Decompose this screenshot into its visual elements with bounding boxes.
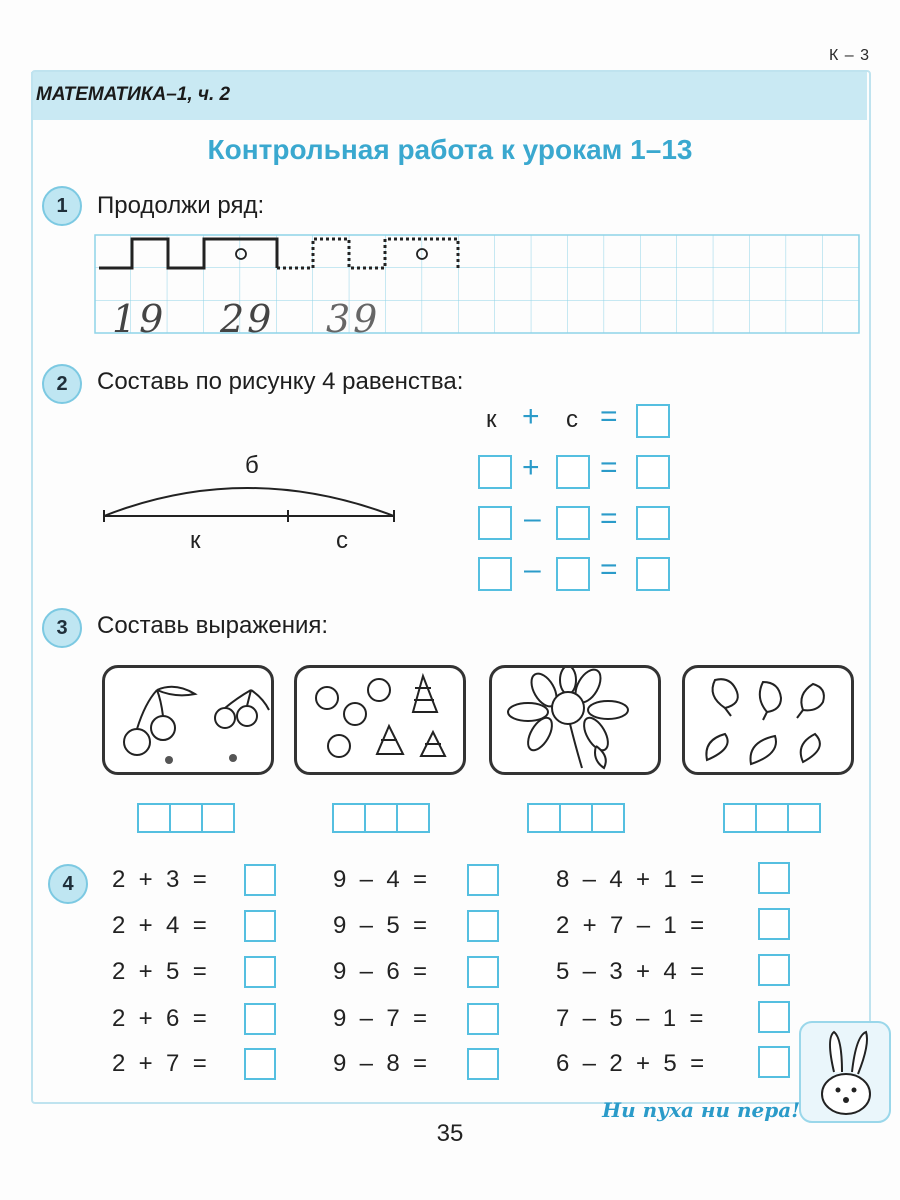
- task-3-prompt: Составь выражения:: [97, 612, 329, 639]
- answer-box[interactable]: [332, 803, 366, 833]
- eq1-var-c: с: [566, 406, 578, 433]
- picture-card-cherries: [102, 665, 274, 775]
- answer-c3-4[interactable]: [758, 1001, 790, 1033]
- eq4-box-a[interactable]: [478, 557, 512, 591]
- expr-c3-4: 7 – 5 – 1 =: [556, 1005, 704, 1032]
- answer-c2-2[interactable]: [467, 910, 499, 942]
- answer-box[interactable]: [527, 803, 561, 833]
- answer-box[interactable]: [787, 803, 821, 833]
- expr-c1-5: 2 + 7 =: [112, 1050, 207, 1077]
- footer-note: Ни пуха ни пера!: [602, 1098, 800, 1122]
- answer-c2-4[interactable]: [467, 1003, 499, 1035]
- expr-c2-2: 9 – 5 =: [333, 912, 428, 939]
- eq2-box-a[interactable]: [478, 455, 512, 489]
- answer-box[interactable]: [364, 803, 398, 833]
- eq3-box-b[interactable]: [556, 506, 590, 540]
- task-2-prompt: Составь по рисунку 4 равенства:: [97, 368, 464, 395]
- eq1-answer-box[interactable]: [636, 404, 670, 438]
- answer-box[interactable]: [137, 803, 171, 833]
- answer-box[interactable]: [201, 803, 235, 833]
- task-1-prompt: Продолжи ряд:: [97, 192, 265, 219]
- cherries-icon: [105, 668, 271, 772]
- eq3-equals: =: [600, 502, 618, 535]
- eq2-op: +: [522, 451, 540, 484]
- answer-c3-5[interactable]: [758, 1046, 790, 1078]
- answer-c2-5[interactable]: [467, 1048, 499, 1080]
- expr-c2-4: 9 – 7 =: [333, 1005, 428, 1032]
- equation-row-3: [478, 502, 678, 542]
- task-4-number: 4: [48, 864, 88, 904]
- equation-row-2: [478, 451, 678, 491]
- eq4-box-result[interactable]: [636, 557, 670, 591]
- answer-box[interactable]: [169, 803, 203, 833]
- expr-c1-4: 2 + 6 =: [112, 1005, 207, 1032]
- page-frame: [31, 70, 871, 1104]
- eq1-var-k: к: [486, 406, 497, 433]
- eq4-box-b[interactable]: [556, 557, 590, 591]
- expr-c3-1: 8 – 4 + 1 =: [556, 866, 705, 893]
- answer-c2-3[interactable]: [467, 956, 499, 988]
- eq3-op: –: [524, 502, 541, 535]
- segment-label-left: к: [190, 527, 201, 554]
- handwritten-number-3: 39: [326, 297, 381, 341]
- eq2-box-b[interactable]: [556, 455, 590, 489]
- answer-c2-1[interactable]: [467, 864, 499, 896]
- answer-c1-4[interactable]: [244, 1003, 276, 1035]
- answer-box[interactable]: [591, 803, 625, 833]
- expr-c1-3: 2 + 5 =: [112, 958, 207, 985]
- answer-box[interactable]: [396, 803, 430, 833]
- eq4-op: –: [524, 553, 541, 586]
- eq2-equals: =: [600, 451, 618, 484]
- answer-c3-2[interactable]: [758, 908, 790, 940]
- answer-boxes-balls: [334, 803, 430, 833]
- handwritten-number-2: 29: [220, 297, 275, 341]
- picture-card-balls: [294, 665, 466, 775]
- expr-c3-2: 2 + 7 – 1 =: [556, 912, 705, 939]
- segment-label-whole: б: [245, 452, 259, 479]
- answer-c3-1[interactable]: [758, 862, 790, 894]
- eq4-equals: =: [600, 553, 618, 586]
- flower-icon: [492, 668, 658, 772]
- answer-c1-3[interactable]: [244, 956, 276, 988]
- picture-card-leaves: [682, 665, 854, 775]
- answer-box[interactable]: [755, 803, 789, 833]
- expr-c2-3: 9 – 6 =: [333, 958, 428, 985]
- expr-c3-3: 5 – 3 + 4 =: [556, 958, 705, 985]
- answer-boxes-flower: [529, 803, 625, 833]
- task-1-grid: [94, 234, 860, 334]
- handwritten-number-1: 19: [112, 297, 167, 341]
- eq3-box-a[interactable]: [478, 506, 512, 540]
- expr-c2-1: 9 – 4 =: [333, 866, 428, 893]
- eq2-box-result[interactable]: [636, 455, 670, 489]
- eq1-op: +: [522, 400, 540, 433]
- answer-c1-5[interactable]: [244, 1048, 276, 1080]
- page-code: К – 3: [828, 47, 870, 64]
- answer-box[interactable]: [559, 803, 593, 833]
- eq3-box-result[interactable]: [636, 506, 670, 540]
- answer-c3-3[interactable]: [758, 954, 790, 986]
- task-1-number: 1: [42, 186, 82, 226]
- page-title: Контрольная работа к урокам 1–13: [207, 134, 693, 165]
- segment-label-right: с: [336, 527, 348, 554]
- expr-c1-2: 2 + 4 =: [112, 912, 207, 939]
- leaves-icon: [685, 668, 851, 772]
- expr-c3-5: 6 – 2 + 5 =: [556, 1050, 705, 1077]
- answer-box[interactable]: [723, 803, 757, 833]
- task-2-number: 2: [42, 364, 82, 404]
- answer-boxes-leaves: [725, 803, 821, 833]
- answer-c1-2[interactable]: [244, 910, 276, 942]
- balls-and-pyramids-icon: [297, 668, 463, 772]
- equation-row-4: [478, 553, 678, 593]
- task-3-number: 3: [42, 608, 82, 648]
- equation-row-1: [478, 400, 678, 440]
- bunny-icon: [798, 1018, 894, 1128]
- answer-c1-1[interactable]: [244, 864, 276, 896]
- picture-card-flower: [489, 665, 661, 775]
- book-title: МАТЕМАТИКА–1, ч. 2: [36, 84, 231, 105]
- page-number: 35: [436, 1120, 464, 1147]
- expr-c2-5: 9 – 8 =: [333, 1050, 428, 1077]
- expr-c1-1: 2 + 3 =: [112, 866, 207, 893]
- eq1-equals: =: [600, 400, 618, 433]
- answer-boxes-cherries: [139, 803, 235, 833]
